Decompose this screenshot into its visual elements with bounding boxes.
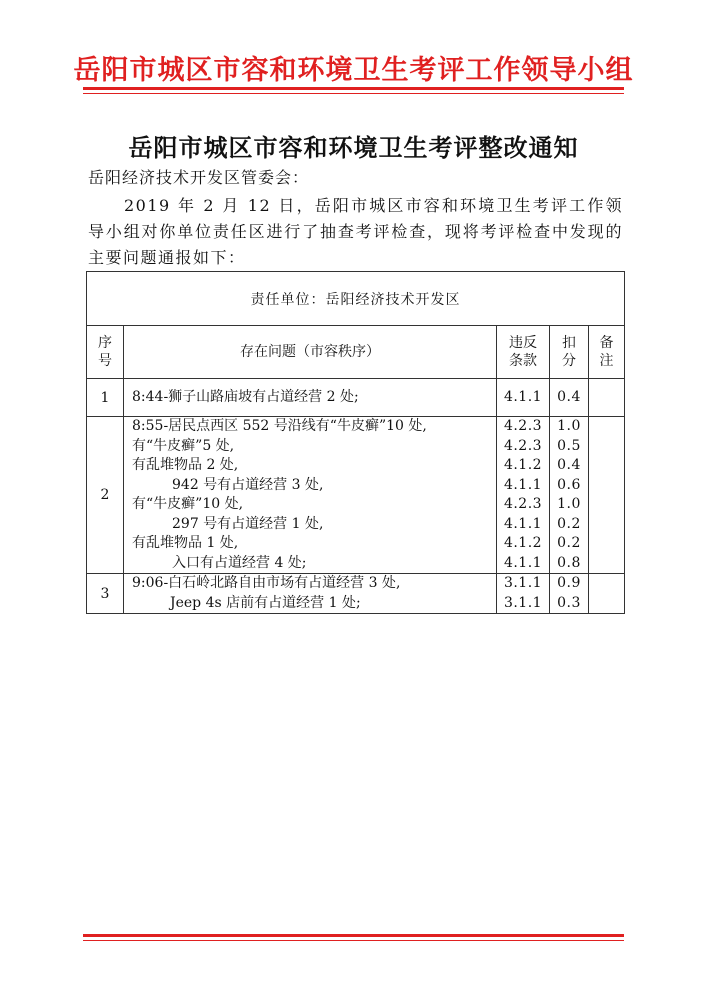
issue-line: 有“牛皮癣”10 处,: [132, 496, 244, 512]
row-remark: [589, 574, 625, 614]
clause-value: 3.1.1: [503, 594, 543, 611]
clause-value: 4.1.2: [503, 535, 543, 551]
row-clauses: [497, 574, 550, 614]
issue-line: 297 号有占道经营 1 处,: [172, 515, 324, 532]
responsible-unit: 责任单位：岳阳经济技术开发区: [87, 272, 625, 326]
clause-value: 4.1.2: [503, 457, 543, 473]
row-clauses: [497, 379, 550, 417]
notice-body: 2019 年 2 月 12 日，岳阳市城区市容和环境卫生考评工作领导小组对你单位责任区进行了抽查考评检查，现将考评检查中发现的主要问题通报如下：: [88, 196, 623, 267]
deduct-value: 0.4: [557, 388, 581, 405]
header-issue: 存在问题（市容秩序）: [124, 326, 497, 379]
header-title: 岳阳市城区市容和环境卫生考评工作领导小组: [73, 55, 634, 86]
row-seq: 1: [87, 379, 124, 417]
deduct-value: 0.5: [557, 437, 581, 454]
deduct-value: 0.8: [557, 554, 581, 571]
header-rule-thin: [83, 93, 624, 94]
deduct-value: 1.0: [557, 418, 581, 434]
deduct-value: 0.6: [557, 476, 581, 493]
header-remark: 备注: [589, 326, 625, 379]
notice-title: 岳阳市城区市容和环境卫生考评整改通知: [128, 133, 579, 162]
row-issues: [124, 417, 497, 574]
unit-row: [87, 272, 625, 326]
row-remark: [589, 379, 625, 417]
clause-value: 4.2.3: [503, 496, 543, 512]
clause-value: 3.1.1: [503, 575, 543, 591]
issue-line: 942 号有占道经营 3 处,: [172, 476, 324, 493]
issue-line: 有乱堆物品 2 处,: [132, 457, 239, 473]
header-clause: 违反条款: [497, 326, 550, 379]
header-rule-thick: [83, 87, 624, 90]
deduct-value: 0.4: [557, 457, 581, 473]
issue-line: 有“牛皮癣”5 处,: [132, 437, 235, 454]
clause-value: 4.1.1: [503, 554, 543, 571]
row-seq: 2: [87, 417, 124, 574]
issue-line: 9:06-白石岭北路自由市场有占道经营 3 处,: [132, 575, 401, 591]
addressee: 岳阳经济技术开发区管委会：: [88, 168, 310, 187]
header-deduct: 扣分: [550, 326, 589, 379]
deduct-value: 0.2: [557, 535, 581, 551]
table-row: [87, 574, 625, 614]
row-issues: [124, 574, 497, 614]
clause-value: 4.1.1: [503, 515, 543, 532]
row-clauses: [497, 417, 550, 574]
issue-line: 入口有占道经营 4 处;: [172, 554, 307, 571]
row-issues: [124, 379, 497, 417]
issue-line: 8:44-狮子山路庙坡有占道经营 2 处;: [132, 388, 359, 405]
footer-rule-thin: [83, 940, 624, 941]
table-row: [87, 379, 625, 417]
header-row: [87, 326, 625, 379]
issue-line: Jeep 4s 店前有占道经营 1 处;: [170, 594, 361, 611]
clause-value: 4.2.3: [503, 418, 543, 434]
header-seq: 序号: [87, 326, 124, 379]
row-seq: 3: [87, 574, 124, 614]
issues-table: [86, 271, 625, 614]
issue-line: 有乱堆物品 1 处,: [132, 535, 239, 551]
deduct-value: 1.0: [557, 496, 581, 512]
row-deductions: [550, 379, 589, 417]
clause-value: 4.2.3: [503, 437, 543, 454]
clause-value: 4.1.1: [503, 388, 543, 405]
clause-value: 4.1.1: [503, 476, 543, 493]
deduct-value: 0.3: [557, 594, 581, 611]
issue-line: 8:55-居民点西区 552 号沿线有“牛皮癣”10 处,: [132, 418, 427, 434]
row-deductions: [550, 574, 589, 614]
row-deductions: [550, 417, 589, 574]
footer-rule-thick: [83, 934, 624, 937]
table-row: [87, 417, 625, 574]
deduct-value: 0.2: [557, 515, 581, 532]
row-remark: [589, 417, 625, 574]
deduct-value: 0.9: [557, 575, 581, 591]
